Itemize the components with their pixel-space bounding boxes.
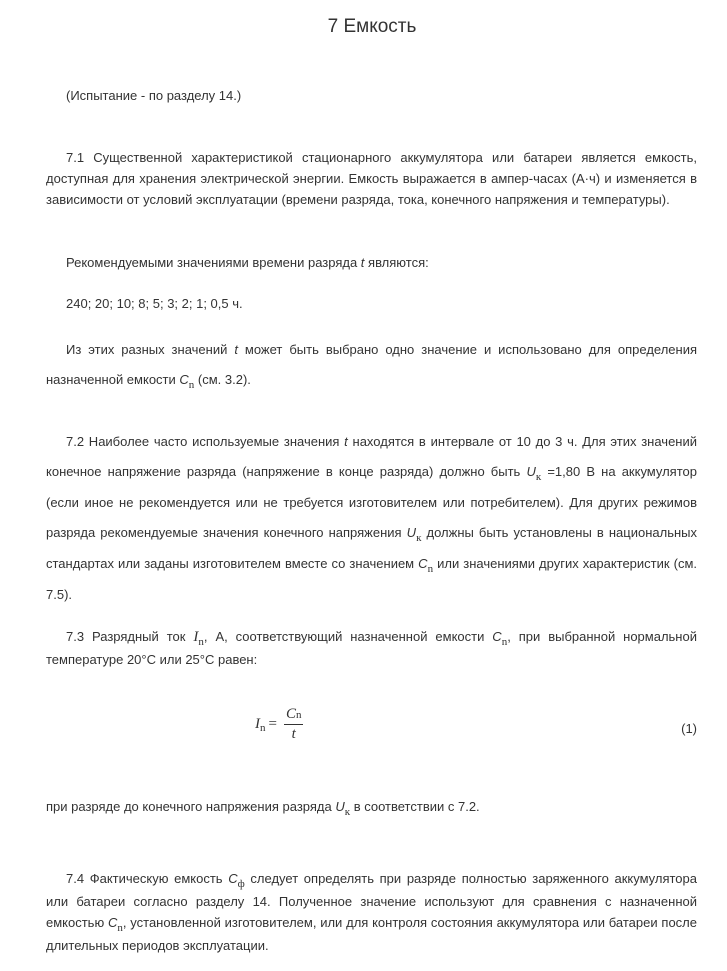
formula-1 [255,705,303,743]
formula-denominator: t [291,726,296,742]
formula-fraction [284,705,304,743]
values-line: 240; 20; 10; 8; 5; 3; 2; 1; 0,5 ч. [66,296,243,311]
formula-lhs-sub: n [260,721,266,734]
after-formula-text: при разряде до конечного напряжения разряда $U_к$ в соответствии с 7.2. [46,799,480,818]
paragraph-7-3: 7.3 Разрядный ток $I_n$, А, соответствующий назначенной емкости $C_n$, при выбранной нормальной температуре 20°C или 25°C равен: [46,629,697,667]
test-note: (Испытание - по разделу 14.) [66,88,242,103]
section-title: 7 Емкость [327,16,417,37]
recommend-text: Рекомендуемыми значениями времени разряда t являются: [66,255,429,270]
paragraph-7-4: 7.4 Фактическую емкость $C_ф$ следует определять при разряде полностью заряженного аккумулятора или батареи согласно разделу 14. Полученное значение используют для сравнения с назначенной емкостью $C_n$, установленной изготовителем, или для контроля состояния аккумулятора или батареи после длительных периодов эксплуатации. [46,871,697,953]
formula-equals: = [268,715,277,732]
formula-lhs: I [255,715,260,732]
paragraph-7-2: 7.2 Наиболее часто используемые значения t находятся в интервале от 10 до 3 ч. Для этих значений конечное напряжение разряда (напряжение в конце разряда) должно быть $U_к =1,80$ В на аккумулятор (если иное не рекомендуется или не требуется изготовителем или потребителем). Для других режимов разряда рекомендуемые значения конечного напряжения $U_к$ должны быть установлены в национальных стандартах или заданы изготовителем вместе со значением $C_n$ или значениями других характеристик (см. 7.5). [46,434,698,602]
formula-numerator: Cn [284,705,304,725]
formula-number: (1) [681,721,697,736]
paragraph-7-1: 7.1 Существенной характеристикой стационарного аккумулятора или батареи является емкость, доступная для хранения электрической энергии. Емкость выражается в ампер-часах (А·ч) и изменяется в зависимости от условий эксплуатации (времени разряда, тока, конечного напряжения и температуры). [46,150,697,207]
choose-text: Из этих разных значений t может быть выбрано одно значение и использовано для определения назначенной емкости $C_n$ (см. 3.2). [46,342,697,391]
